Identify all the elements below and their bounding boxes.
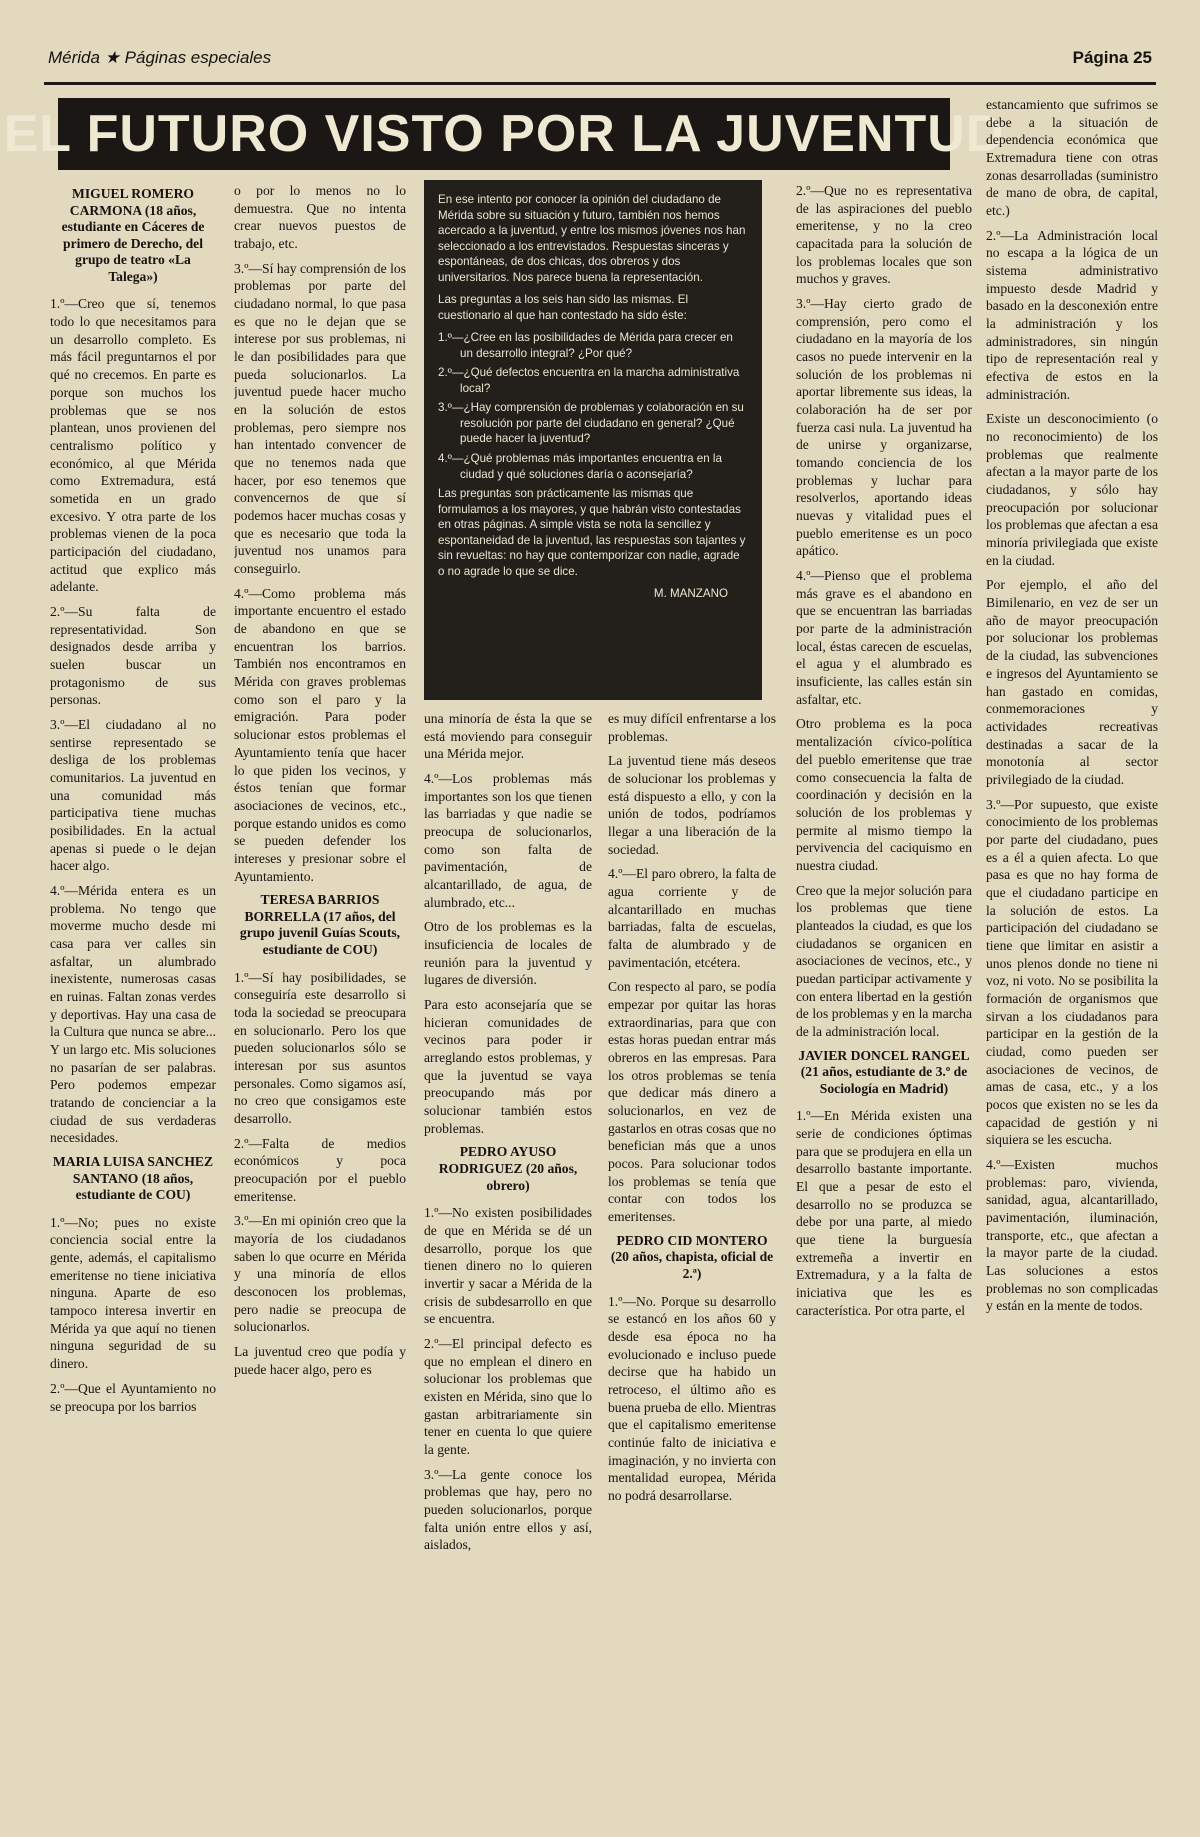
- answer: 1.º—Creo que sí, tenemos todo lo que necesitamos para un desarrollo completo. Es más fácil preguntarnos el por qué no crecemos. En parte es porque son muchos los problemas que se nos plantean, unos provienen del centralismo político y económico, al que Mérida como Extremadura, está sometida en un grado excesivo. Y otra parte de los problemas vienen de la poca participación del ciudadano, actitud que explico más adelante.: [50, 296, 216, 595]
- section-header: Mérida ★ Páginas especiales: [48, 48, 272, 67]
- byline: M. MANZANO: [653, 587, 728, 601]
- interviewee-heading: TERESA BARRIOS BORRELLA (17 años, del grupo juvenil Guías Scouts, estudiante de COU): [239, 892, 401, 957]
- answer: 1.º—No; pues no existe conciencia social entre la gente, además, el capitalismo emeritense no tiene iniciativa ninguna. Aparte de eso tampoco interesa invertir en Mérida ya que aquí no tienen ninguna seguridad de su dinero.: [50, 1214, 216, 1372]
- answer: Con respecto al paro, se podía empezar por quitar las horas extraordinarias, para que con estas horas puedan entrar más obreros en las empresas. Para los otros problemas se tenía que dedicar más dinero a solucionarlos, en vez de gastarlos en otras cosas que no benefician más que a unos pocos. Para solucionar todos los problemas se tenía que contar con todos los emeritenses.: [608, 979, 776, 1225]
- headline-banner: [3, 98, 1005, 170]
- answer: 4.º—Como problema más importante encuentro el estado de abandono en que se encuentran los barrios. También nos encontramos en Mérida con graves problemas como son el paro y la emigración. Para poder solucionar estos problemas el Ayuntamiento tenía que hacer lo que piden los vecinos, y éstos tenían que formar asociaciones de vecinos, etc., porque estando unidos es como se pueden defender los intereses y presionar sobre el Ayuntamiento.: [234, 585, 406, 884]
- answer: 3.º—La gente conoce los problemas que hay, pero no pueden solucionarlos, porque falta unión entre ellos y así, aislados,: [424, 1466, 592, 1553]
- answer: La juventud creo que podía y puede hacer algo, pero es: [234, 1343, 406, 1377]
- column-5: [796, 182, 972, 1822]
- answer: Otro problema es la poca mentalización cívico-política del pueblo emeritense que trae como consecuencia la falta de coordinación y decisión en la solución de los problemas y permite al mismo tiempo la pervivencia del caciquismo en nuestra ciudad.: [796, 716, 972, 873]
- answer: 3.º—Hay cierto grado de comprensión, pero como el ciudadano en la mayoría de los casos no puede intervenir en la solución de los problemas ni aportar libremente sus ideas, la colaboración ha de ser por fuerza casi nula. La juventud ha de unirse y organizarse, tomando conciencia de los problemas y luchar para resolverlos, aportando ideas nuevas y vitalidad pues el pueblo emeritense es un poco apático.: [796, 296, 972, 559]
- answer: 3.º—Sí hay comprensión de los problemas por parte del ciudadano normal, lo que pasa es que no le dejan que se interese por sus problemas, ni le dan posibilidades para que pueda solucionarlos. La juventud puede hacer mucho en la solución de estos problemas, pero siempre nos han intentado convencer de que no tenemos nada que hacer, por eso tenemos que convencernos de que sí podemos hacer muchas cosas y que es necesario que toda la juventud nos unamos para conseguirlo.: [234, 260, 406, 577]
- answer: 2.º—Que el Ayuntamiento no se preocupa por los barrios: [50, 1380, 216, 1414]
- page-number: Página 25: [1072, 48, 1152, 67]
- answer: 4.º—El paro obrero, la falta de agua corriente y de alcantarillado en muchas barriadas, falta de escuelas, falta de alumbrado y de pavimentación, etcétera.: [608, 866, 776, 970]
- answer: 1.º—No. Porque su desarrollo se estancó en los años 60 y desde esa época no ha evolucionado e incluso puede decirse que ha habido un retroceso, el último año es buena prueba de ello. Mientras que el capitalismo emeritense continúe falto de iniciativa e imaginación, y no invierta con mentalidad europea, Mérida no podrá desarrollarse.: [608, 1293, 776, 1503]
- answer: 1.º—No existen posibilidades de que en Mérida se dé un desarrollo, porque los que tienen dinero no lo quieren invertir y sacar a Mérida de la crisis de subdesarrollo en que se encuentra.: [424, 1205, 592, 1327]
- answer: 4.º—Pienso que el problema más grave es el abandono en que se encuentran las barriadas por parte de la administración local, éstas carecen de escuelas, el agua y el alumbrado es insuficiente, las calles están sin asfaltar, etc.: [796, 568, 972, 707]
- question-1: 1.º—¿Cree en las posibilidades de Mérida para crecer en un desarrollo integral? ¿Por qué?: [438, 331, 733, 360]
- intro-box: [424, 180, 762, 700]
- answer: 4.º—Los problemas más importantes son los que tienen las barriadas y que nadie se preocupa de solucionarlos, como son falta de pavimentación, de alcantarillado, de agua, de alumbrado, etc...: [424, 771, 592, 910]
- answer: 2.º—Su falta de representatividad. Son designados desde arriba y suelen buscar un protagonismo de sus personas.: [50, 603, 216, 708]
- question-3: 3.º—¿Hay comprensión de problemas y colaboración en su resolución por parte del ciudadano en general? ¿Qué puede hacer la juventud?: [438, 401, 744, 446]
- question-2: 2.º—¿Qué defectos encuentra en la marcha administrativa local?: [438, 366, 740, 395]
- answer: Para esto aconsejaría que se hicieran comunidades de vecinos para poder ir arreglando estos problemas, y que la juventud se vaya preocupando más por solucionar también estos problemas.: [424, 997, 592, 1136]
- answer: 1.º—En Mérida existen una serie de condiciones óptimas para que se produjera en ella un desarrollo bastante importante. El que a pesar de esto el desarrollo no se produzca se debe por una parte, al miedo que tiene la burguesía extremeña a invertir en Extremadura, y a la falta de iniciativa que les es característica. Por otra parte, el: [796, 1108, 972, 1318]
- answer: Otro de los problemas es la insuficiencia de locales de reunión para la juventud y lugares de diversión.: [424, 919, 592, 988]
- intro-paragraph: Las preguntas a los seis han sido las mismas. El cuestionario al que han contestado ha sido éste:: [438, 293, 689, 322]
- answer: 2.º—El principal defecto es que no emplean el dinero en solucionar los problemas que existen en Mérida, sino que lo gastan arbitrariamente sin tener en cuenta lo que quiere la gente.: [424, 1335, 592, 1457]
- answer: 2.º—La Administración local no escapa a la lógica de un sistema administrativo impuesto desde Madrid y basado en la desconexión entre la administración y los administradores, sin ningún tipo de representación real y efectiva de estos en la administración.: [986, 227, 1158, 402]
- answer: 4.º—Existen muchos problemas: paro, vivienda, sanidad, agua, alcantarillado, pavimentación, iluminación, transporte, etc., que afectan a la mayor parte de la ciudad. Las soluciones a estos problemas no son complicadas y están en la mente de todos.: [986, 1156, 1158, 1314]
- answer: o por lo menos no lo demuestra. Que no intenta crear nuevos puestos de trabajo, etc.: [234, 183, 406, 252]
- answer: 3.º—Por supuesto, que existe conocimiento de los problemas por parte del ciudadano, pues es a él a quien afecta. Lo que pasa es que no hay forma de que el ciudadano participe en la solución de estos. La participación del ciudadano se tiene que limitar en asistir a unos plenos donde no tiene ni voz, ni voto. No se posibilita la formación de organismos que sirvan a los ciudadanos para participar en la gestión de la ciudad, como pueden ser asociaciones de vecinos, de amas de casa, etc., y a los pocos que existen no se les da capacidad de gestión y ni siquiera se les escucha.: [986, 796, 1158, 1148]
- answer: 1.º—Sí hay posibilidades, se conseguiría este desarrollo si toda la sociedad se preocupara en solucionarlo. Pero los que pueden solucionarlos sólo se interesan por sus asuntos personales. Como sigamos así, no creo que consigamos este desarrollo.: [234, 969, 406, 1126]
- column-1: [50, 182, 216, 1822]
- interviewee-heading: PEDRO AYUSO RODRIGUEZ (20 años, obrero): [438, 1144, 578, 1193]
- header-rule: [44, 82, 1156, 85]
- headline: EL FUTURO VISTO POR LA JUVENTUD: [3, 105, 1005, 163]
- intro-paragraph: En ese intento por conocer la opinión del ciudadano de Mérida sobre su situación y futuro, también nos hemos acercado a la juventud, y entre los mismos jóvenes nos han seleccionado a los entrevistados. Respuestas sinceras y espontáneas, de dos chicas, dos obreros y dos universitarios. Nos parece buena la representación.: [438, 193, 746, 284]
- intro-paragraph: Las preguntas son prácticamente las mismas que formulamos a los mayores, y que habrán visto contestadas en otras páginas. A simple vista se nota la sencillez y espontaneidad de la juventud, las respuestas son tajantes y sin revueltas: no hay que contemporizar con nadie, agrade o no agrade lo que se dice.: [438, 487, 746, 578]
- interviewee-heading: MIGUEL ROMERO CARMONA (18 años, estudiante en Cáceres de primero de Derecho, del grupo de teatro «La Talega»): [61, 186, 205, 284]
- question-4: 4.º—¿Qué problemas más importantes encuentra en la ciudad y qué soluciones daría o aconsejaría?: [438, 451, 722, 481]
- column-4: [608, 710, 776, 1822]
- answer: 4.º—Mérida entera es un problema. No tengo que moverme mucho desde mi casa para ver calles sin asfaltar, un alumbrado inexistente, numerosas casas en ruinas. Faltan zonas verdes y deportivas. Hay una casa de la Cultura que nunca se abre... Y un largo etc. Mis soluciones no pasarían de ser palabras. Pero podemos empezar tratando de concienciar a la ciudad de sus verdaderas necesidades.: [50, 882, 216, 1146]
- column-3: [424, 710, 592, 1822]
- column-6: [986, 96, 1158, 1822]
- answer: Existe un desconocimiento (o no reconocimiento) de los problemas que realmente afectan a la mayor parte de los ciudadanos, y sólo hay preocupación por solucionar los problemas que afectan a esa minoría privilegiada que existe en la ciudad.: [986, 411, 1158, 568]
- answer: 3.º—En mi opinión creo que la mayoría de los ciudadanos saben lo que ocurre en Mérida y una minoría de ellos desconocen los problemas, pero nadie se preocupa de solucionarlos.: [234, 1213, 406, 1335]
- answer: una minoría de ésta la que se está moviendo para conseguir una Mérida mejor.: [424, 711, 592, 762]
- interviewee-heading: MARIA LUISA SANCHEZ SANTANO (18 años, estudiante de COU): [52, 1154, 214, 1203]
- answer: Creo que la mejor solución para los problemas que tiene planteados la ciudad, es que los ciudadanos se organicen en asociaciones de vecinos, etc., y puedan participar activamente y con entera libertad en la gestión de los problemas y en la marcha de la administración local.: [796, 882, 972, 1039]
- column-2: [234, 182, 406, 1822]
- answer: 3.º—El ciudadano al no sentirse representado se desliga de los problemas comunitarios. La juventud en una comunidad más participativa tiene muchas posibilidades. En la actual apenas si puede o le dejan hacer algo.: [50, 716, 216, 874]
- answer: es muy difícil enfrentarse a los problemas.: [608, 711, 776, 744]
- interviewee-heading: JAVIER DONCEL RANGEL (21 años, estudiante de 3.º de Sociología en Madrid): [798, 1047, 970, 1096]
- answer: Por ejemplo, el año del Bimilenario, en vez de ser un año de mayor preocupación por solucionar los problemas de la ciudad, las subvenciones e ingresos del Ayuntamiento se han gastado en comidas, conmemoraciones y actividades recreativas destinadas a sacar de la monotonía al sector privilegiado de la ciudad.: [986, 577, 1158, 787]
- interviewee-heading: PEDRO CID MONTERO (20 años, chapista, oficial de 2.ª): [610, 1232, 774, 1281]
- answer: 2.º—Que no es representativa de las aspiraciones del pueblo emeritense, y no la creo capacitada para la solución de los problemas locales que son muchos y graves.: [796, 183, 972, 287]
- answer: La juventud tiene más deseos de solucionar los problemas y está dispuesto a ello, y con la unión de todos, podríamos llegar a una liberación de la sociedad.: [608, 753, 776, 857]
- answer: estancamiento que sufrimos se debe a la situación de dependencia económica que Extremadura tiene con otras zonas desarrolladas (suministro de mano de obra, de capital, etc.): [986, 97, 1158, 219]
- answer: 2.º—Falta de medios económicos y poca preocupación por el pueblo emeritense.: [234, 1135, 406, 1204]
